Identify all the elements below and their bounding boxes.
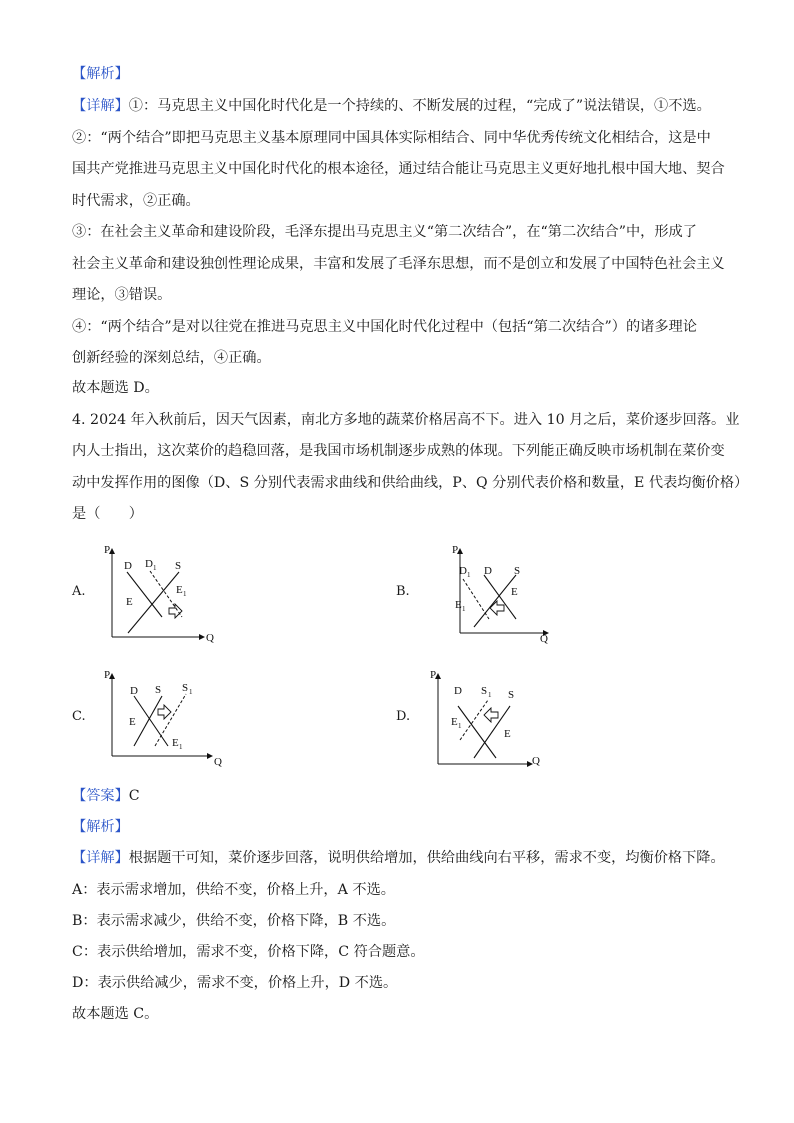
- svg-text:1: 1: [179, 743, 183, 751]
- shift-arrow: [169, 604, 182, 618]
- detail-line-6: 故本题选 C。: [72, 1006, 159, 1022]
- svg-text:1: 1: [467, 571, 471, 579]
- answer-value: C: [128, 788, 140, 804]
- analysis-heading-prev: 【解析】: [72, 66, 129, 82]
- question-line-4: 是（ ）: [72, 506, 143, 522]
- graph-option-a: [98, 545, 228, 645]
- demand-curve: [127, 572, 162, 617]
- analysis-line-10: 故本题选 D。: [72, 380, 159, 396]
- curve-label-d: D: [124, 560, 132, 572]
- question-line-3: 动中发挥作用的图像（D、S 分别代表需求曲线和供给曲线，P、Q 分别代表价格和数量，E 代表均衡价格）: [72, 475, 749, 491]
- question-line-2: 内人士指出，这次菜价的趋稳回落，是我国市场机制逐步成熟的体现。下列能正确反映市场机制在菜价变: [72, 443, 725, 459]
- analysis-line-2: ②：“两个结合”即把马克思主义基本原理同中国具体实际相结合、同中华优秀传统文化相结合，这是中: [72, 130, 711, 146]
- shift-arrow: [158, 705, 171, 719]
- curve-label-d: D: [484, 565, 492, 577]
- point-label-e: E: [129, 716, 136, 728]
- demand-curve: [134, 696, 168, 746]
- option-d-label: D.: [396, 709, 411, 724]
- svg-text:1: 1: [488, 691, 492, 699]
- analysis-line-5: ③：在社会主义革命和建设阶段，毛泽东提出马克思主义“第二次结合”，在“第二次结合”中，形成了: [72, 224, 697, 240]
- svg-text:1: 1: [183, 590, 187, 598]
- analysis-line-3: 国共产党推进马克思主义中国化时代化的根本途径，通过结合能让马克思主义更好地扎根中国大地、契合: [72, 161, 725, 177]
- analysis-line-9: 创新经验的深刻总结，④正确。: [72, 350, 271, 366]
- answer-line: [72, 786, 140, 806]
- curve-label-s1: S: [481, 685, 488, 697]
- analysis-line-6: 社会主义革命和建设独创性理论成果，丰富和发展了毛泽东思想，而不是创立和发展了中国特色社会主义: [72, 256, 725, 272]
- question-line-1: 4. 2024 年入秋前后，因天气因素，南北方多地的蔬菜价格居高不下。进入 10 月之后，菜价逐步回落。业: [72, 412, 740, 428]
- graph-option-b: [426, 545, 556, 645]
- point-label-e1: E: [176, 584, 183, 596]
- supply-curve: [474, 575, 516, 627]
- option-c-label: C.: [72, 709, 86, 724]
- point-label-e: E: [511, 586, 518, 598]
- axis-p-label: P: [104, 544, 111, 556]
- detail-line-2: A：表示需求增加，供给不变，价格上升，A 不选。: [72, 882, 395, 898]
- analysis-line-8: ④：“两个结合”是对以往党在推进马克思主义中国化时代化过程中（包括“第二次结合”）的诸多理论: [72, 319, 697, 335]
- curve-label-d: D: [454, 685, 462, 697]
- detail-tag: 【详解】: [72, 850, 129, 866]
- supply-curve: [134, 696, 162, 746]
- detail-line-5: D：表示供给减少，需求不变，价格上升，D 不选。: [72, 975, 398, 991]
- demand-curve: [458, 706, 496, 758]
- svg-text:1: 1: [153, 564, 157, 572]
- svg-text:1: 1: [462, 605, 466, 613]
- analysis-heading: 【解析】: [72, 819, 129, 835]
- curve-label-d: D: [130, 685, 138, 697]
- shift-arrow: [490, 601, 504, 615]
- point-label-e1: E: [455, 599, 462, 611]
- curve-label-s: S: [508, 689, 515, 701]
- axis-p-label: P: [452, 544, 459, 556]
- option-a-label: A.: [72, 584, 86, 599]
- axis-q-label: Q: [532, 755, 540, 767]
- curve-label-s1: S: [182, 682, 189, 694]
- supply-curve: [128, 572, 179, 633]
- axis-p-label: P: [430, 669, 437, 681]
- detail-line-3: B：表示需求减少，供给不变，价格下降，B 不选。: [72, 913, 396, 929]
- axis-q-label: Q: [206, 632, 214, 644]
- option-b-label: B.: [396, 584, 410, 599]
- graph-option-d: [426, 670, 556, 770]
- graph-option-c: [100, 670, 230, 770]
- svg-text:1: 1: [458, 722, 462, 730]
- svg-text:1: 1: [189, 688, 193, 696]
- curve-label-d1: D: [145, 558, 153, 570]
- answer-tag: 【答案】: [72, 788, 129, 804]
- axis-q-label: Q: [540, 633, 548, 645]
- curve-label-s: S: [155, 684, 162, 696]
- point-label-e: E: [504, 728, 511, 740]
- analysis-line-4: 时代需求，②正确。: [72, 193, 200, 209]
- detail-tag-prev: 【详解】: [72, 98, 129, 114]
- shift-arrow: [484, 708, 498, 722]
- axis-q-label: Q: [214, 756, 222, 768]
- point-label-e1: E: [451, 716, 458, 728]
- detail-line-1: 【详解】根据题干可知，菜价逐步回落，说明供给增加，供给曲线向右平移，需求不变，均衡价格下降。: [72, 850, 725, 866]
- point-label-e1: E: [172, 737, 179, 749]
- analysis-line-7: 理论，③错误。: [72, 287, 172, 303]
- analysis-line-1: 【详解】①：马克思主义中国化时代化是一个持续的、不断发展的过程，“完成了”说法错误，①不选。: [72, 98, 711, 114]
- curve-label-s: S: [175, 560, 182, 572]
- axis-p-label: P: [104, 669, 111, 681]
- curve-label-d1: D: [459, 565, 467, 577]
- supply-curve-shifted: [460, 700, 488, 740]
- point-label-e: E: [126, 596, 133, 608]
- supply-curve-shifted: [155, 694, 186, 746]
- curve-label-s: S: [514, 565, 521, 577]
- detail-line-4: C：表示供给增加，需求不变，价格下降，C 符合题意。: [72, 944, 425, 960]
